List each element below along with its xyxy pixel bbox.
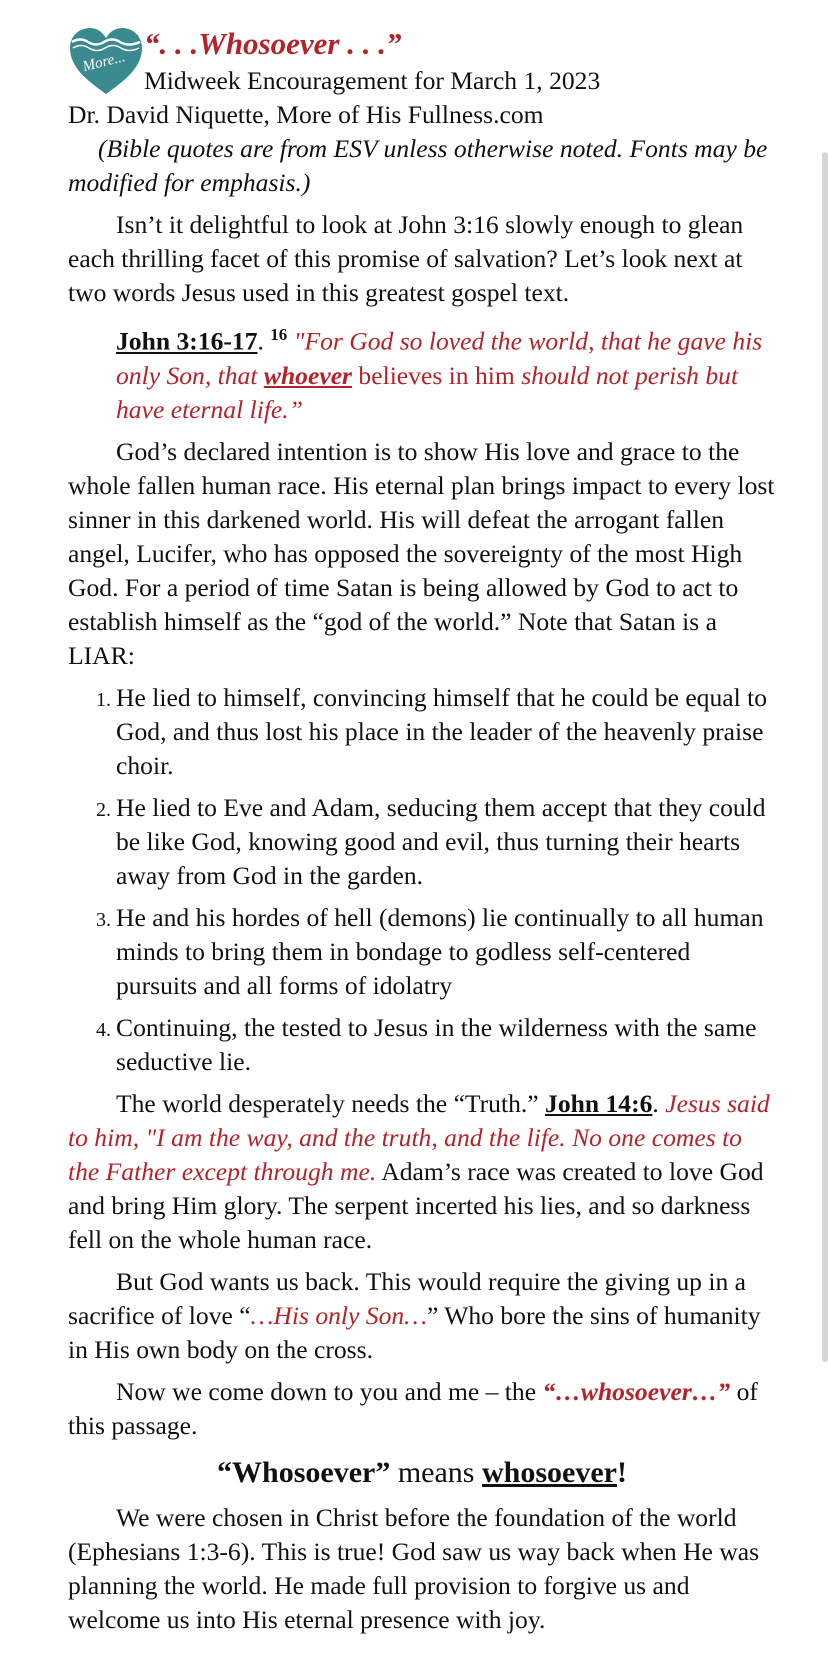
satan-lies-list — [68, 681, 776, 1079]
logo-text: More... — [81, 49, 127, 76]
author-line: Dr. David Niquette, More of His Fullness.com — [68, 100, 544, 129]
translation-note: (Bible quotes are from ESV unless otherwise noted. Fonts may be modified for emphasis.) — [68, 134, 768, 197]
truth-text-1: The world desperately needs the “Truth.” — [116, 1088, 546, 1118]
quote-his-only-son: …His only Son… — [250, 1300, 427, 1330]
quote-emphasis-whoever: whoever — [263, 360, 353, 390]
sacrifice-text-1: But God wants us back. This would require the giving up in a sacrifice of love “ — [68, 1266, 747, 1330]
heading-part-1: “Whosoever” — [217, 1455, 391, 1489]
truth-text-2: Adam’s race was created to love God and bring Him glory. The serpent incerted his lies, and so darkness fell on the whole human race. — [68, 1156, 764, 1254]
list-item: 1. He lied to himself, convincing himself that he could be equal to God, and thus lost his place in the leader of the heavenly praise choir. — [116, 681, 776, 783]
quote-part-2: believes in him — [352, 360, 522, 390]
passage-text-2: of this passage. — [68, 1376, 758, 1440]
quote-john-14-6: Jesus said to him, "I am the way, and the truth, and the life. No one comes to the Father except through me. — [68, 1088, 770, 1186]
heading-part-4: ! — [616, 1455, 627, 1489]
heart-logo-icon — [68, 26, 144, 96]
verse-number: 16 — [270, 325, 288, 344]
vertical-scrollbar[interactable] — [822, 152, 828, 1362]
ref-separator: . — [257, 326, 271, 356]
ref-dot: . — [652, 1088, 659, 1118]
document — [68, 24, 776, 1637]
paragraph-god-wants-us-back — [68, 1265, 776, 1367]
quote-part-3: should not perish but have eternal life.” — [116, 360, 739, 424]
scripture-ref-john-14-6[interactable]: John 14:6 — [545, 1088, 653, 1118]
sacrifice-text-2: ” Who bore the sins of humanity in His own body on the cross. — [68, 1300, 761, 1364]
scripture-quote-john-3-16 — [116, 318, 776, 427]
list-item: 3. He and his hordes of hell (demons) lie continually to all human minds to bring them in bondage to godless self-centered pursuits and all forms of idolatry — [116, 901, 776, 1003]
paragraph-truth — [68, 1087, 776, 1257]
passage-text-1: Now we come down to you and me – the — [116, 1376, 543, 1406]
intro-paragraph: Isn’t it delightful to look at John 3:16 slowly enough to glean each thrilling facet of this promise of salvation? Let’s look next at two words Jesus used in this greatest gospel text. — [68, 210, 744, 307]
emphasis-whosoever: “…whosoever…” — [542, 1376, 731, 1406]
paragraph-gods-intention: God’s declared intention is to show His love and grace to the whole fallen human race. His eternal plan brings impact to every lost sinner in this darkened world. His will defeat the arrogant fallen angel, Lucifer, who has opposed the sovereignty of the most High God. For a period of time Satan is being allowed by God to act to establish himself as the “god of the world.” Note that Satan is a LIAR: — [68, 436, 775, 670]
heading-part-2: means — [390, 1455, 482, 1489]
list-item: 2. He lied to Eve and Adam, seducing them accept that they could be like God, knowing good and evil, thus turning their hearts away from God in the garden. — [116, 791, 776, 893]
quote-part-1: "For God so loved the world, that he gave his only Son, that — [116, 326, 763, 390]
paragraph-chosen-in-christ: We were chosen in Christ before the foundation of the world (Ephesians 1:3-6). This is true! God saw us way back when He was planning the world. He made full provision to forgive us and welcome us into His eternal presence with joy. — [68, 1502, 760, 1634]
header — [68, 24, 776, 98]
heading-part-3: whosoever — [481, 1455, 617, 1489]
scripture-ref-john-3-16[interactable]: John 3:16-17 — [116, 326, 258, 356]
list-item: 4. Continuing, the tested to Jesus in the wilderness with the same seductive lie. — [116, 1011, 776, 1079]
paragraph-whosoever-passage — [68, 1375, 776, 1443]
document-title: “. . .Whosoever . . .” — [144, 26, 402, 61]
document-subtitle: Midweek Encouragement for March 1, 2023 — [144, 66, 601, 95]
section-heading — [68, 1453, 776, 1493]
